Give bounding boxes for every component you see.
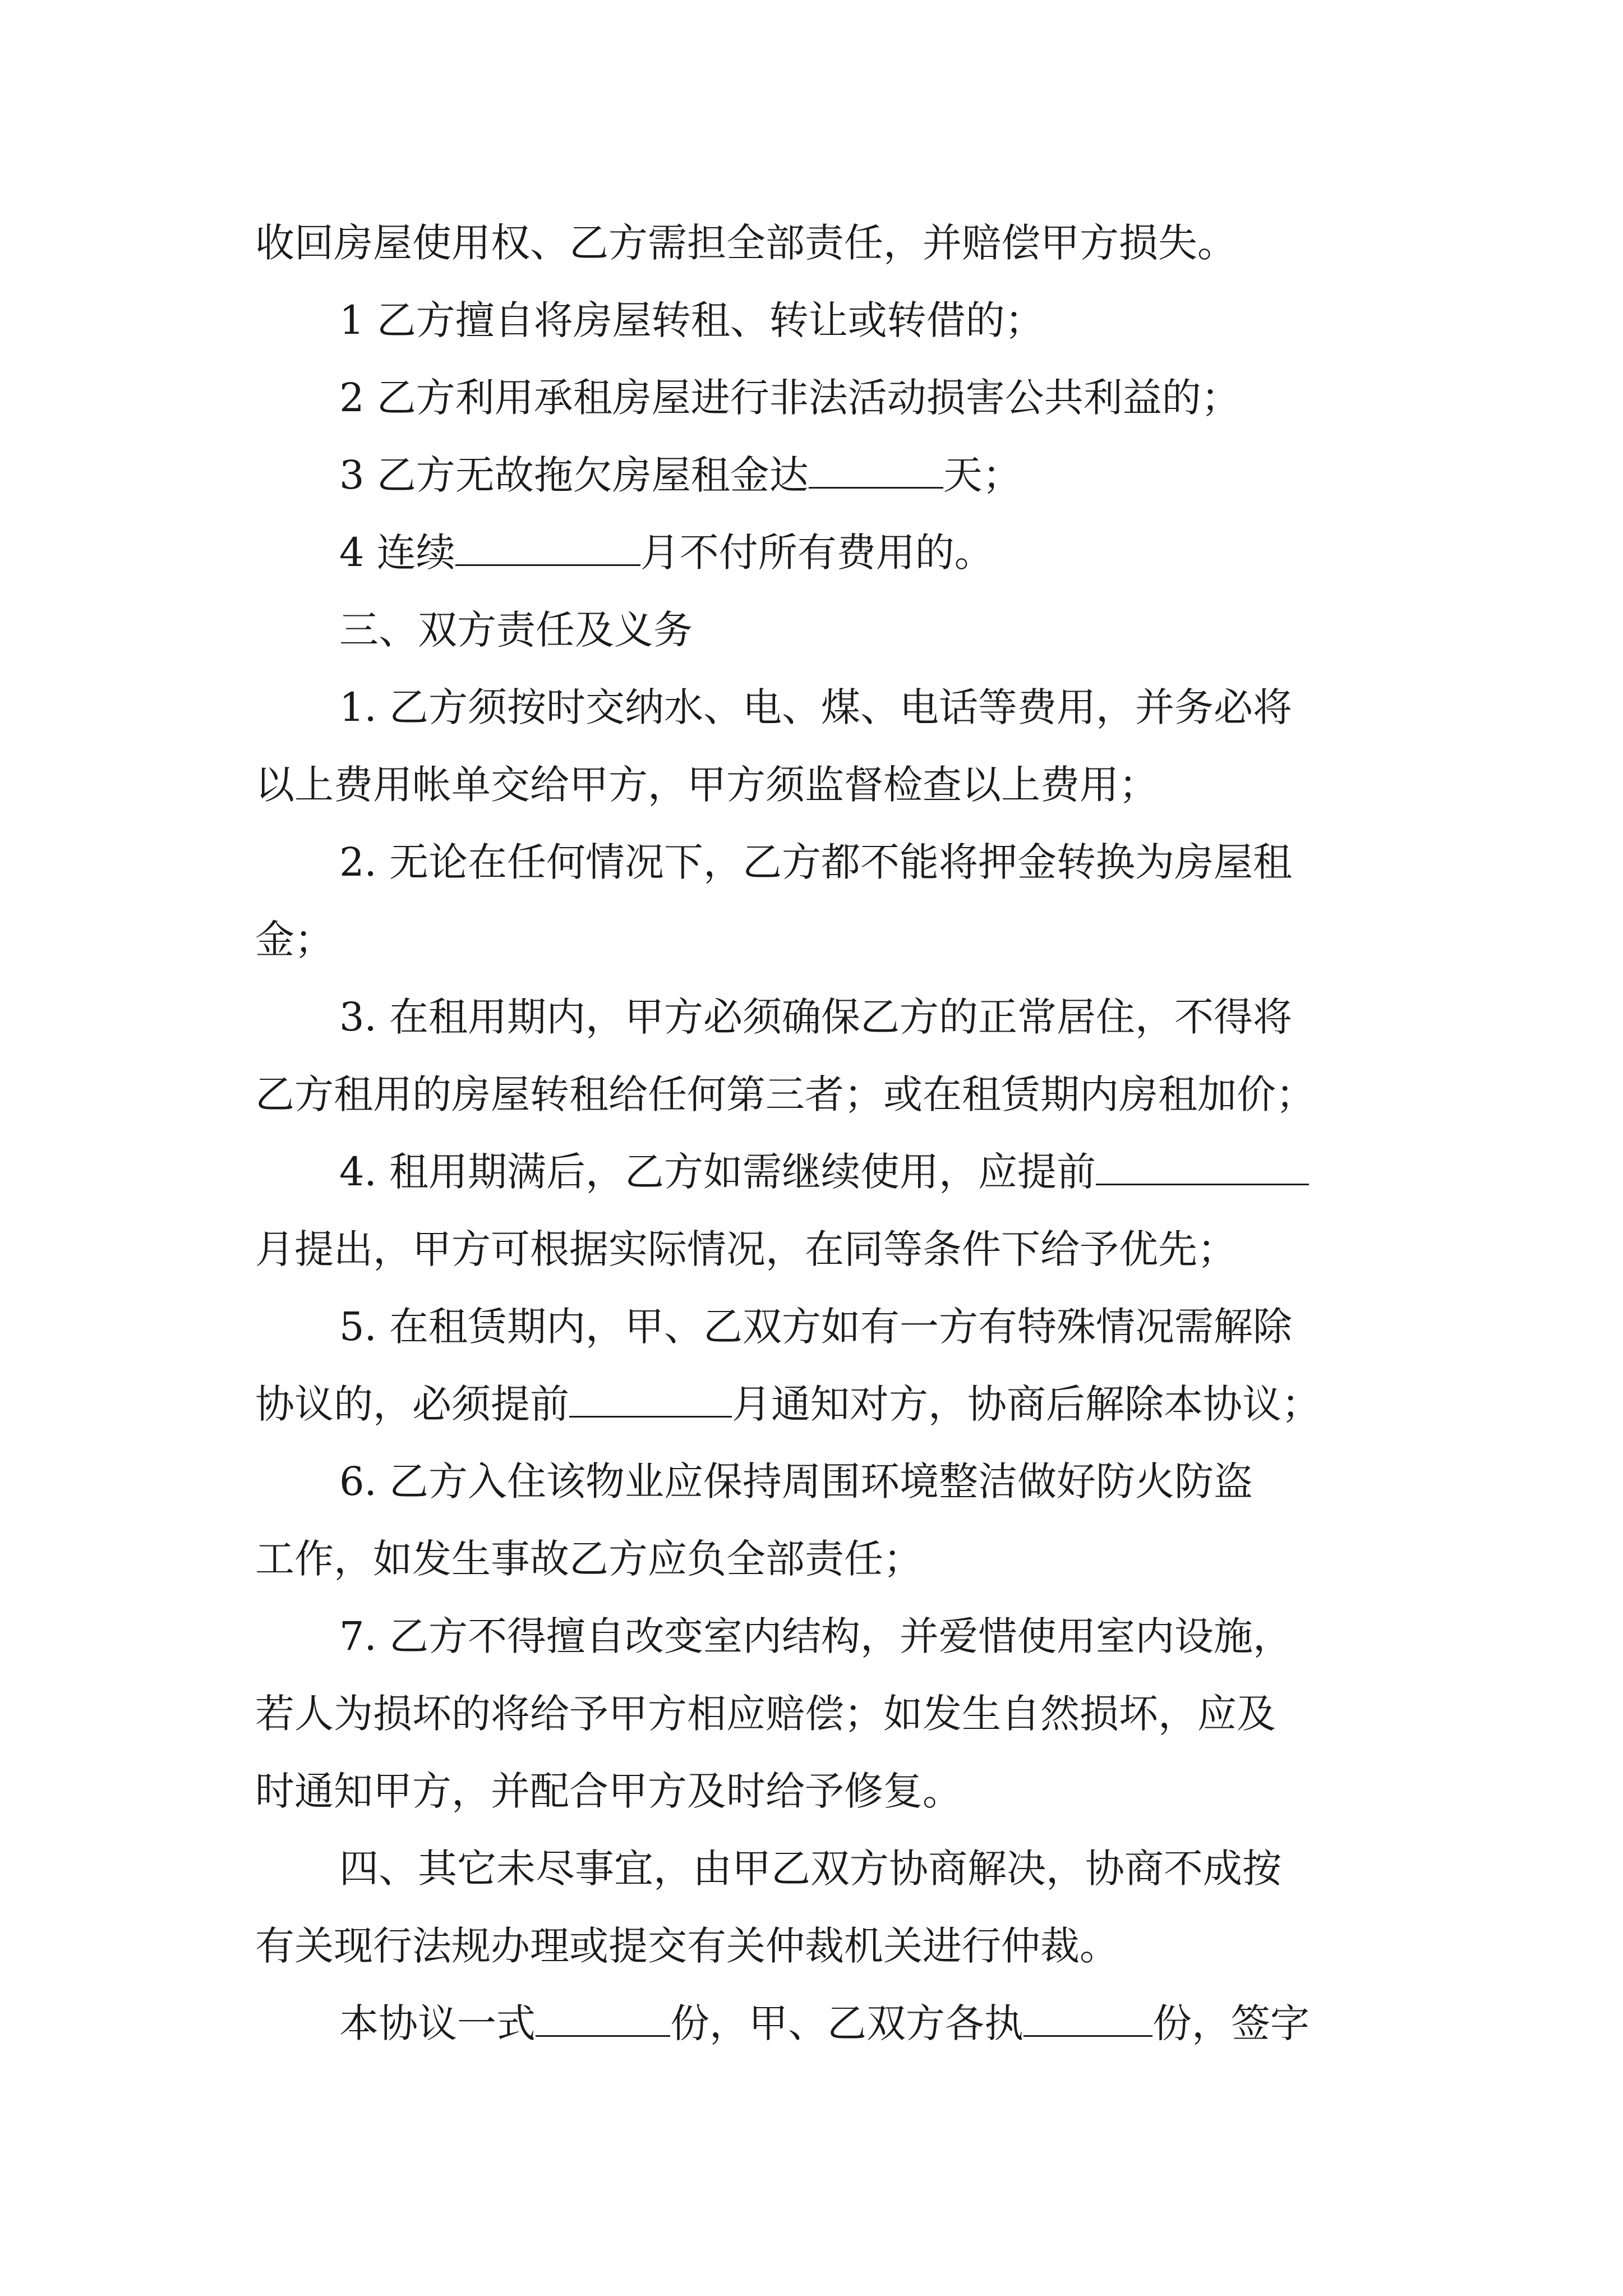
paragraph-line: 2. 无论在任何情况下，乙方都不能将押金转换为房屋租 <box>339 839 1293 885</box>
paragraph-line: 收回房屋使用权、乙方需担全部责任，并赔偿甲方损失。 <box>255 220 1237 266</box>
item-text: 本协议一式 <box>339 2000 536 2046</box>
fill-blank <box>1023 1998 1152 2037</box>
item-text: 份，甲、乙双方各执 <box>670 2000 1023 2046</box>
item-text: 月通知对方，协商后解除本协议； <box>732 1381 1321 1427</box>
item-text: 月不付所有费用的。 <box>640 530 994 576</box>
paragraph-line: 7. 乙方不得擅自改变室内结构，并爱惜使用室内设施， <box>339 1613 1293 1659</box>
paragraph-line <box>255 1141 1309 1203</box>
paragraph-line: 5. 在租赁期内，甲、乙双方如有一方有特殊情况需解除 <box>339 1304 1293 1350</box>
paragraph-line: 若人为损坏的将给予甲方相应赔偿；如发生自然损坏，应及 <box>255 1691 1276 1737</box>
list-item: 2 乙方利用承租房屋进行非法活动损害公共利益的； <box>339 375 1241 421</box>
paragraph-line: 6. 乙方入住该物业应保持周围环境整洁做好防火防盗 <box>339 1458 1253 1504</box>
paragraph-line: 乙方租用的房屋转租给任何第三者；或在租赁期内房租加价； <box>255 1071 1315 1117</box>
paragraph-line: 工作，如发生事故乙方应负全部责任； <box>255 1536 923 1582</box>
paragraph-line: 月提出，甲方可根据实际情况，在同等条件下给予优先； <box>255 1226 1237 1272</box>
list-item <box>255 522 994 583</box>
paragraph-line: 以上费用帐单交给甲方，甲方须监督检查以上费用； <box>255 762 1158 808</box>
paragraph-line: 有关现行法规办理或提交有关仲裁机关进行仲裁。 <box>255 1923 1119 1969</box>
section-heading: 三、双方责任及义务 <box>339 607 693 653</box>
paragraph-line <box>255 1993 1310 2054</box>
paragraph-line: 3. 在租用期内，甲方必须确保乙方的正常居住，不得将 <box>339 994 1293 1040</box>
fill-blank <box>569 1379 732 1418</box>
item-text: 3 乙方无故拖欠房屋租金达 <box>339 452 809 498</box>
fill-blank <box>455 527 640 566</box>
list-item <box>255 444 1022 506</box>
fill-blank <box>1096 1147 1309 1185</box>
item-text: 协议的，必须提前 <box>255 1381 569 1427</box>
item-text: 天； <box>943 452 1022 498</box>
item-text: 4. 租用期满后，乙方如需继续使用，应提前 <box>339 1149 1096 1195</box>
paragraph-line <box>255 1373 1321 1435</box>
paragraph-line: 四、其它未尽事宜，由甲乙双方协商解决，协商不成按 <box>339 1846 1281 1892</box>
list-item: 1 乙方擅自将房屋转租、转让或转借的； <box>339 297 1044 343</box>
item-text: 4 连续 <box>339 530 455 576</box>
paragraph-line: 金； <box>255 917 334 963</box>
item-text: 份，签字 <box>1152 2000 1310 2046</box>
fill-blank <box>536 1998 670 2037</box>
paragraph-line: 时通知甲方，并配合甲方及时给予修复。 <box>255 1768 962 1814</box>
fill-blank <box>809 450 943 489</box>
paragraph-line: 1. 乙方须按时交纳水、电、煤、电话等费用，并务必将 <box>339 684 1293 730</box>
